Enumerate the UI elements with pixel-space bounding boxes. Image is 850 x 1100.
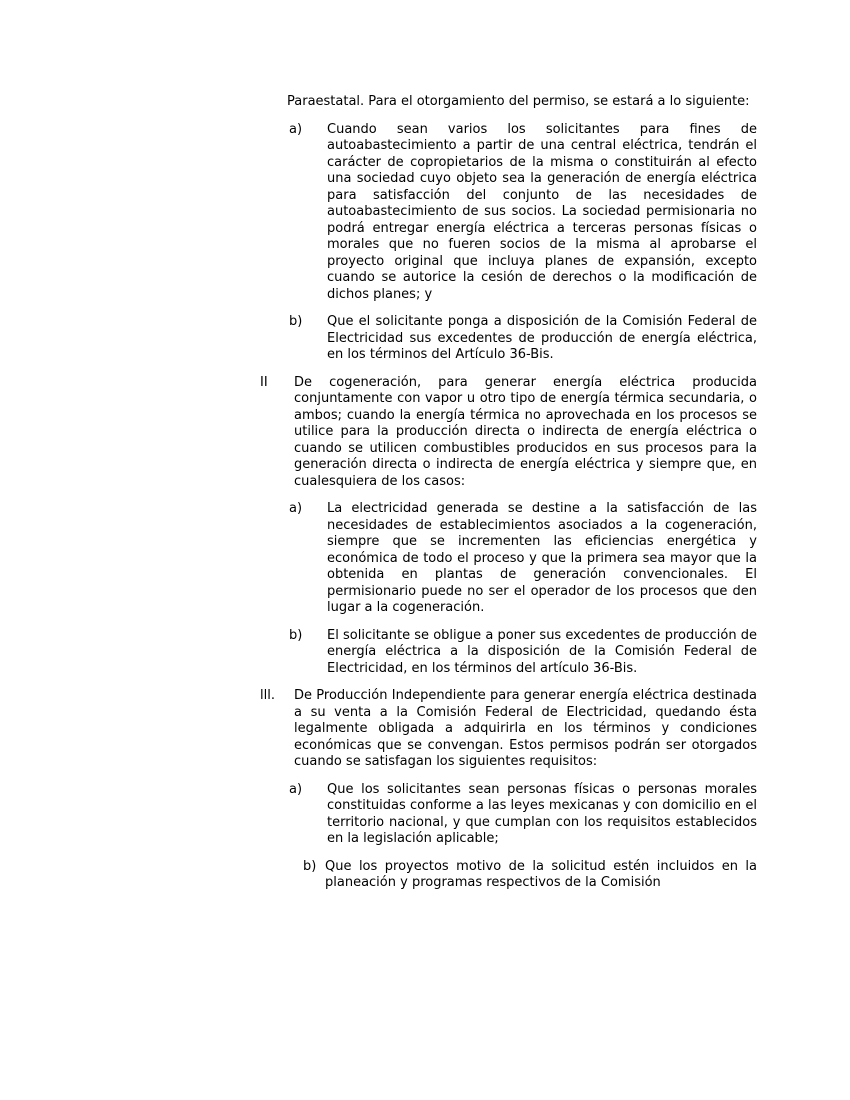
- document-content: [260, 94, 757, 903]
- list-item-text: La electricidad generada se destine a la satisfacción de las necesidades de establecimientos asociados a la cogeneración, siempre que se incrementen las eficiencias energética y económica de todo el proceso y que la primera sea mayor que la obtenida en plantas de generación convencionales. El permisionario puede no ser el operador de los procesos que den lugar a la cogeneración.: [327, 501, 757, 615]
- list-marker: a): [289, 501, 303, 516]
- list-item-I-a: [289, 122, 757, 304]
- list-item-II-b: [289, 628, 757, 678]
- list-item-III-a: [289, 782, 757, 848]
- list-item-text: De cogeneración, para generar energía eléctrica producida conjuntamente con vapor u otro tipo de energía térmica secundaria, o ambos; cuando la energía térmica no aprovechada en los procesos se utilice para la producción directa o indirecta de energía eléctrica o cuando se utilicen combustibles producidos en sus procesos para la generación directa o indirecta de energía eléctrica y siempre que, en cualesquiera de los casos:: [294, 374, 757, 489]
- list-item-I-b: [289, 314, 757, 364]
- list-item-III: [260, 688, 757, 771]
- list-item-text: El solicitante se obligue a poner sus excedentes de producción de energía eléctrica a la disposición de la Comisión Federal de Electricidad, en los términos del artículo 36-Bis.: [327, 627, 757, 676]
- list-marker: b): [289, 627, 303, 643]
- list-marker: II: [260, 374, 268, 390]
- list-item-text: De Producción Independiente para generar energía eléctrica destinada a su venta a la Comisión Federal de Electricidad, quedando ésta legalmente obligada a adquirirla en los términos y condiciones económicas que se convengan. Estos permisos podrán ser otorgados cuando se satisfagan los siguientes requisitos:: [294, 688, 757, 769]
- list-marker: a): [289, 781, 303, 797]
- list-item-text: Que los solicitantes sean personas físicas o personas morales constituidas conforme a las leyes mexicanas y con domicilio en el territorio nacional, y que cumplan con los requisitos establecidos en la legislación aplicable;: [327, 781, 757, 846]
- list-marker: b): [303, 858, 317, 874]
- intro-paragraph: Paraestatal. Para el otorgamiento del permiso, se estará a lo siguiente:: [287, 94, 750, 109]
- list-item-II-a: [289, 501, 757, 617]
- list-marker: a): [289, 121, 303, 137]
- list-item-II: [260, 375, 757, 491]
- list-item-III-b: [303, 859, 757, 892]
- list-item-text: Que el solicitante ponga a disposición de la Comisión Federal de Electricidad sus excedentes de producción de energía eléctrica, en los términos del Artículo 36-Bis.: [327, 314, 757, 362]
- list-marker: lll.: [260, 688, 275, 703]
- list-item-text: Cuando sean varios los solicitantes para fines de autoabastecimiento a partir de una central eléctrica, tendrán el carácter de copropietarios de la misma o constituirán al efecto una sociedad cuyo objeto sea la generación de energía eléctrica para satisfacción del conjunto de las necesidades de autoabastecimiento de sus socios. La sociedad permisionaria no podrá entregar energía eléctrica a terceras personas físicas o morales que no fueren socios de la misma al aprobarse el proyecto original que incluya planes de expansión, excepto cuando se autorice la cesión de derechos o la modificación de dichos planes; y: [327, 121, 757, 302]
- list-item-text: Que los proyectos motivo de la solicitud estén incluidos en la planeación y programas respectivos de la Comisión: [325, 858, 757, 890]
- list-marker: b): [289, 314, 303, 329]
